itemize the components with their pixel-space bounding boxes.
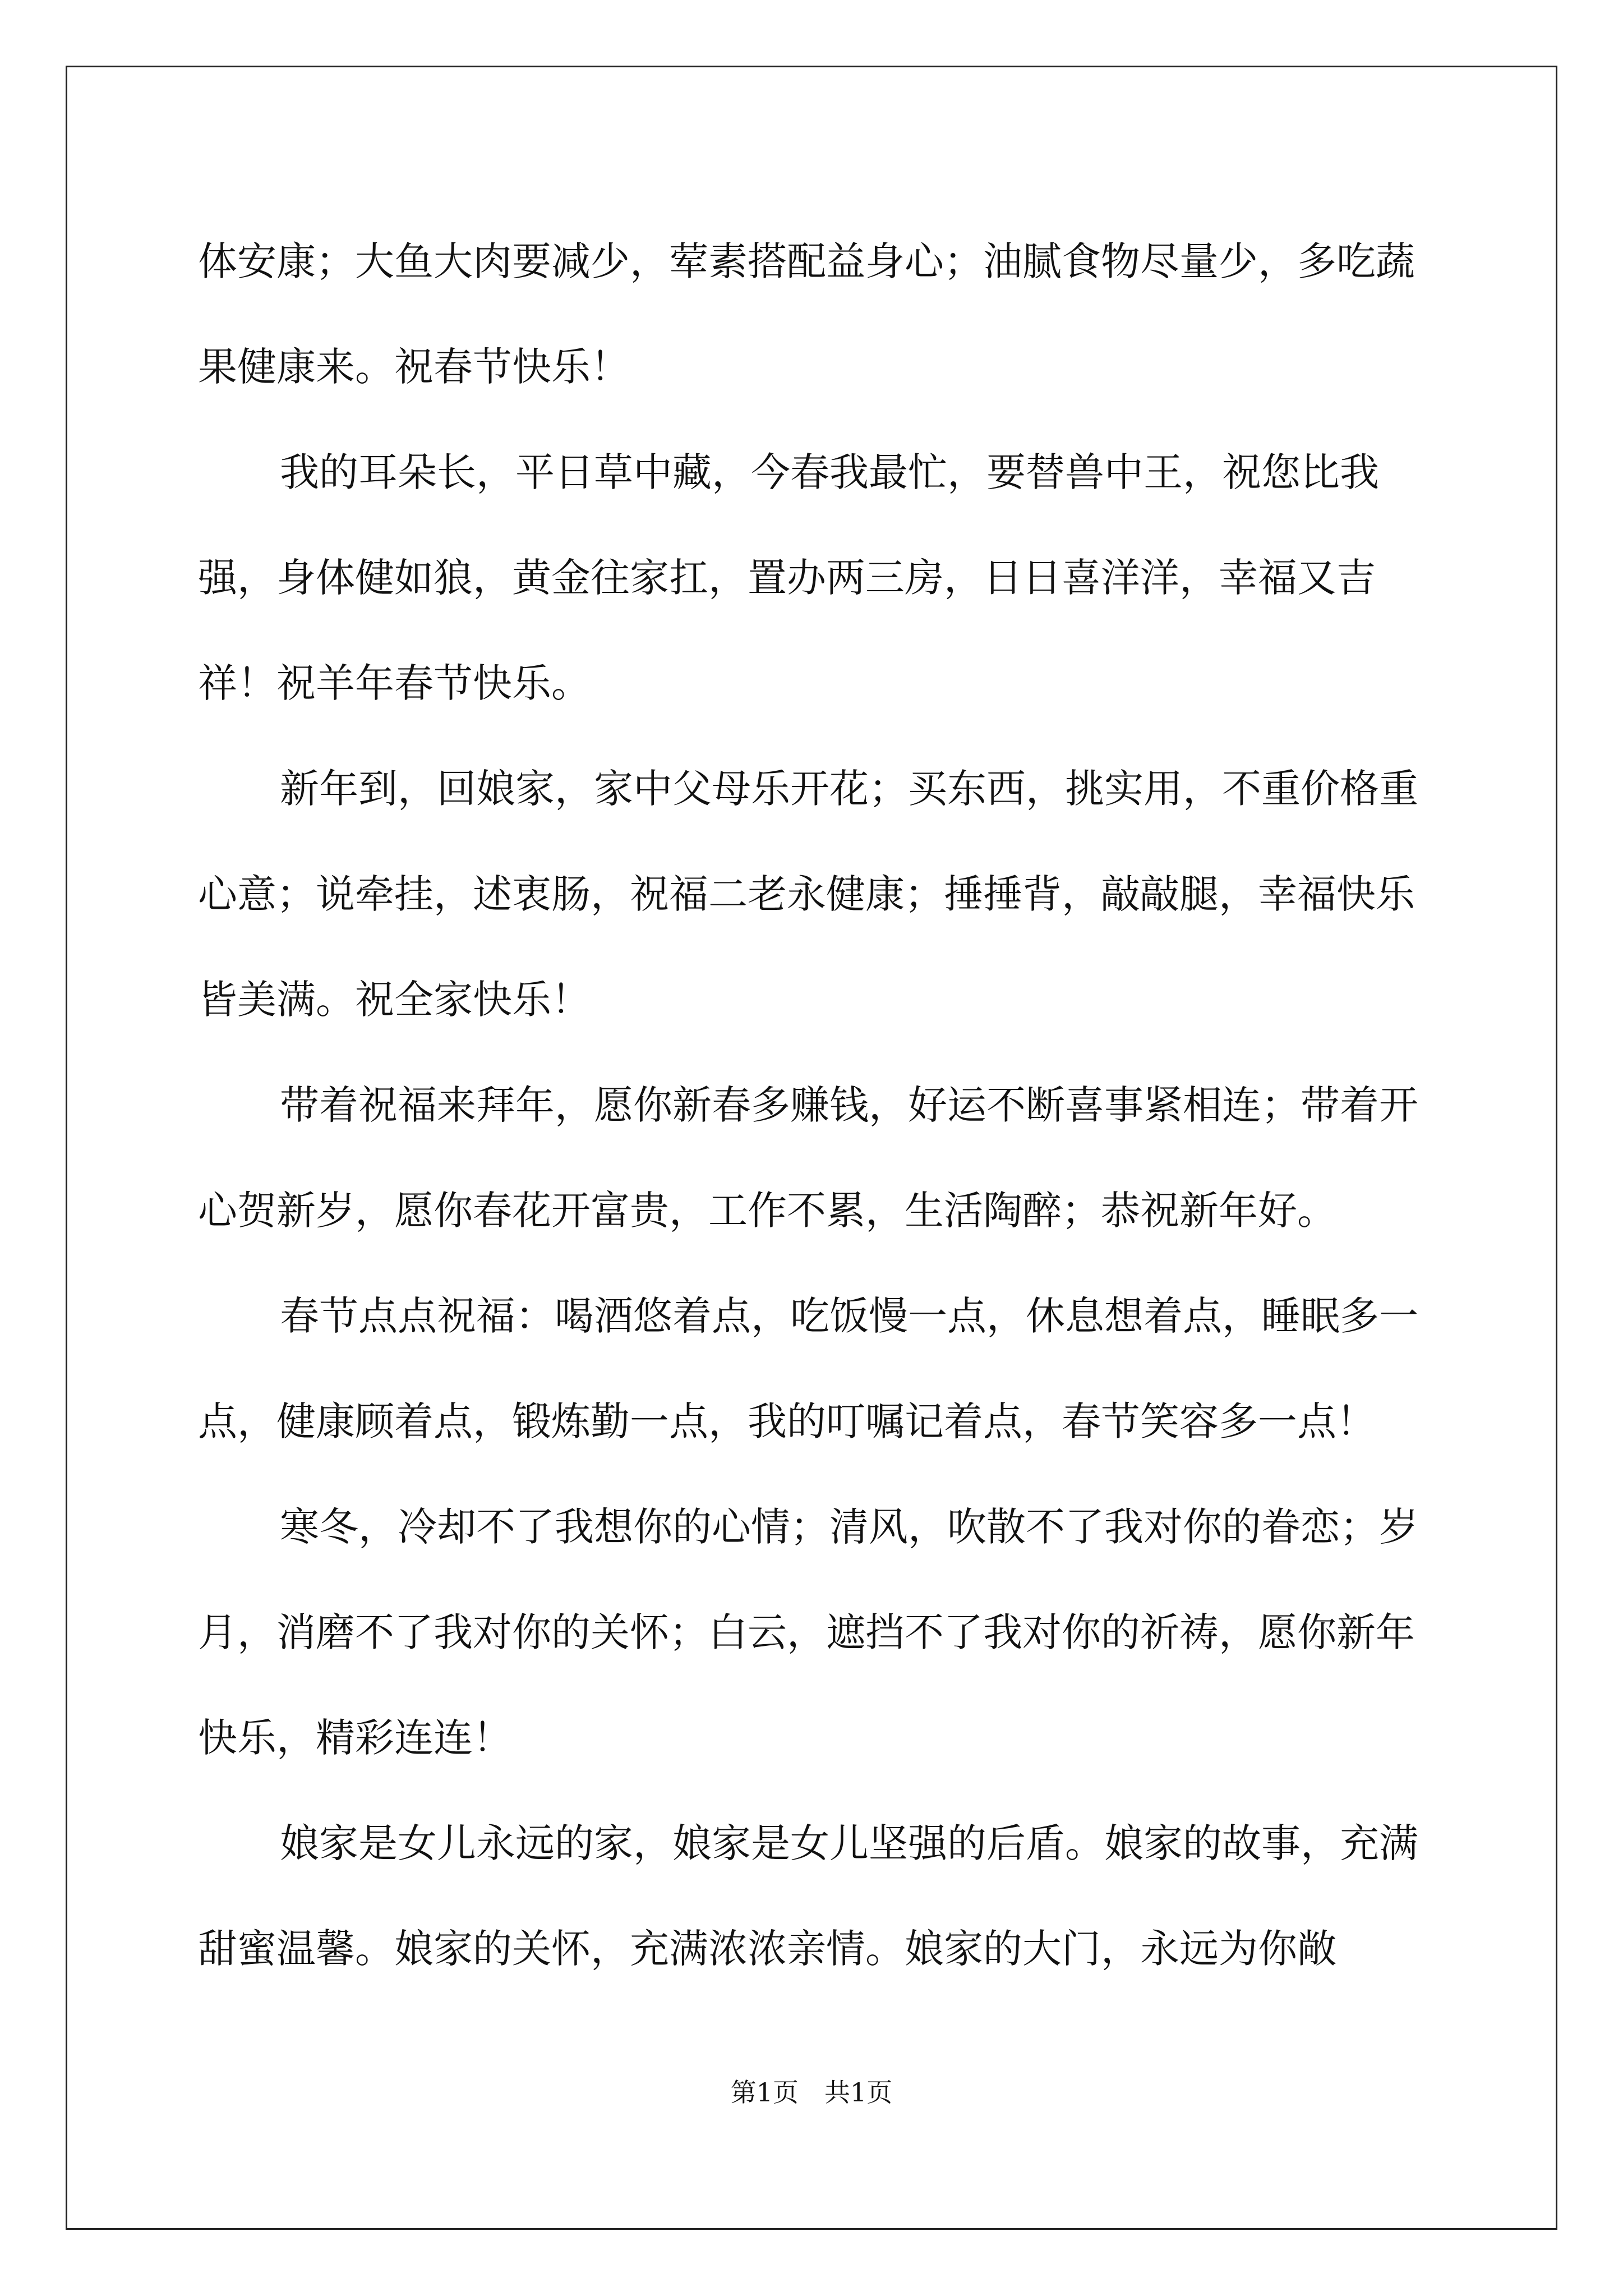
paragraph-5: 春节点点祝福：喝酒悠着点，吃饭慢一点，休息想着点，睡眠多一点，健康顾着点，锻炼勤一点，我的叮嘱记着点，春节笑容多一点！ bbox=[198, 1293, 1418, 1444]
document-body bbox=[198, 209, 1426, 2001]
page-footer bbox=[0, 2076, 1623, 2109]
paragraph-3: 新年到，回娘家，家中父母乐开花；买东西，挑实用，不重价格重心意；说牵挂，述衷肠，祝福二老永健康；捶捶背，敲敲腿，幸福快乐皆美满。祝全家快乐！ bbox=[198, 766, 1418, 1023]
paragraph-6: 寒冬，冷却不了我想你的心情；清风，吹散不了我对你的眷恋；岁月，消磨不了我对你的关怀；白云，遮挡不了我对你的祈祷，愿你新年快乐，精彩连连！ bbox=[198, 1504, 1418, 1761]
paragraph-4: 带着祝福来拜年，愿你新春多赚钱，好运不断喜事紧相连；带着开心贺新岁，愿你春花开富贵，工作不累，生活陶醉；恭祝新年好。 bbox=[198, 1082, 1418, 1234]
page-number-total: 共1页 bbox=[824, 2077, 893, 2108]
paragraph-2: 我的耳朵长，平日草中藏，今春我最忙，要替兽中王，祝您比我强，身体健如狼，黄金往家扛，置办两三房，日日喜洋洋，幸福又吉祥！祝羊年春节快乐。 bbox=[198, 449, 1379, 706]
paragraph-1: 体安康；大鱼大肉要减少，荤素搭配益身心；油腻食物尽量少，多吃蔬果健康来。祝春节快乐！ bbox=[198, 238, 1415, 390]
page-number-current: 第1页 bbox=[730, 2077, 799, 2108]
paragraph-7: 娘家是女儿永远的家，娘家是女儿坚强的后盾。娘家的故事，充满甜蜜温馨。娘家的关怀，充满浓浓亲情。娘家的大门，永远为你敞 bbox=[198, 1820, 1418, 1972]
